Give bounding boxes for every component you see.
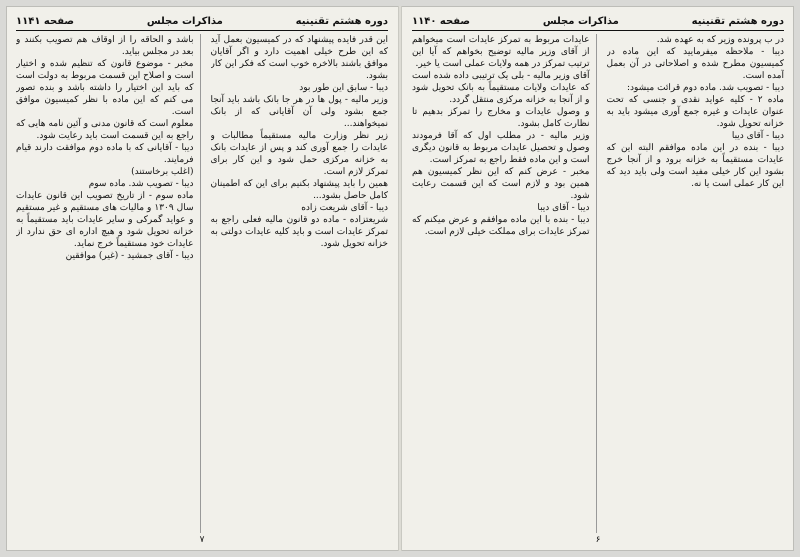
- right-page-column-right: در ب پرونده وزیر که به عهده شد. دیبا - ملاحظه میفرمایید که این ماده در کمیسیون مطرح شده و اصلاحاتی در آن بعمل آمده است. دیبا - تصویب شد. ماده دوم قرائت میشود: ماده ۲ - کلیه عواید نقدی و جنسی که تحت عنوان عایدات و غیره جمع آوری میشود باید به خزانه تحویل شود. دیبا - آقای دیبا دیبا - بنده در این ماده موافقم البته این که عایدات مستقیماً به خزانه برود و از آنجا خرج بشود این کار خیلی مفید است ولی باید دید که این کار عملی است یا نه.: [606, 35, 784, 189]
- left-page-session: دوره هشتم تقنینیه: [295, 16, 388, 27]
- right-page-session: دوره هشتم تقنینیه: [691, 16, 784, 27]
- left-page-header: [16, 14, 388, 31]
- left-page-footer: ۷: [199, 535, 205, 545]
- newspaper-spread: [6, 6, 794, 551]
- right-page-column-left: عایدات مربوط به تمرکز عایدات است میخواهم از آقای وزیر مالیه توضیح بخواهم که آیا این ترتیب تمرکز در همه ولایات عملی است یا خیر. آقای وزیر مالیه - بلی یک ترتیبی داده شده است که عایدات ولایات مستقیماً به بانک تحویل شود و از آنجا به خزانه مرکزی منتقل گردد. و وصول عایدات و مخارج را تمرکز بدهیم تا نظارت کامل بشود. وزیر مالیه - در مطلب اول که آقا فرمودند وصول و تحصیل عایدات مربوط به قانون دیگری است و این ماده فقط راجع به تمرکز است. مخبر - عرض کنم که این نظر کمیسیون هم همین بود و لازم است که این قسمت رعایت شود. دیبا - آقای دیبا دیبا - بنده با این ماده موافقم و عرض میکنم که تمرکز عایدات برای مملکت خیلی لازم است.: [412, 34, 597, 533]
- right-page-columns: [412, 34, 784, 533]
- right-page-footer: ۶: [595, 535, 601, 545]
- left-page-column-left: باشد و الحاقه را از اوقاف هم تصویب بکنند و بعد در مجلس بیاید. مخبر - موضوع قانون که تنظیم شده و اختیار است و اصلاح این قسمت مربوط به دولت است که باید این اختیار را داشته باشد و بنده تصور می کنم که این ماده با نظر کمیسیون موافق است. معلوم است که قانون مدنی و آئین نامه هایی که راجع به این قسمت است باید رعایت شود. دیبا - آقایانی که با ماده دوم موافقت دارند قیام فرمایند. (اغلب برخاستند) دیبا - تصویب شد. ماده سوم ماده سوم - از تاریخ تصویب این قانون عایدات سال ۱۳۰۹ و مالیات های مستقیم و غیر مستقیم و عواید گمرکی و سایر عایدات باید مستقیماً به خزانه تحویل شود و هیچ اداره ای حق ندارد از عایدات خود مستقیماً خرج نماید. دیبا - آقای جمشید - (غیر) موافقین: [16, 34, 201, 533]
- right-page-header: [412, 14, 784, 31]
- left-page-number-label: صفحه ۱۱۴۱: [16, 16, 75, 27]
- left-page-column-right: این قدر فایده پیشنهاد که در کمیسیون بعمل آید که این طرح خیلی اهمیت دارد و اگر آقایان موافق باشند بالاخره خوب است که فکر این کار بشود. دیبا - سابق این طور بود وزیر مالیه - پول ها در هر جا بانک باشد باید آنجا جمع بشود ولی آن آقایانی که از بانک نمیخواهند... زیر نظر وزارت مالیه مستقیماً مطالبات و عایدات را جمع آوری کند و پس از عایدات بانک به خزانه مرکزی حمل شود و این کار برای تمرکز لازم است. همین را باید پیشنهاد بکنیم برای این که اطمینان کامل حاصل بشود... دیبا - آقای شریعت زاده شریعتزاده - ماده دو قانون مالیه فعلی راجع به تمرکز عایدات است و باید کلیه عایدات دولتی به خزانه تحویل شود.: [210, 35, 388, 249]
- left-page-columns: [16, 34, 388, 533]
- left-page-title: مذاکرات مجلس: [146, 16, 223, 27]
- right-page: [402, 6, 794, 551]
- right-page-number-label: صفحه ۱۱۴۰: [412, 16, 471, 27]
- right-page-title: مذاکرات مجلس: [542, 16, 619, 27]
- left-page: [6, 6, 398, 551]
